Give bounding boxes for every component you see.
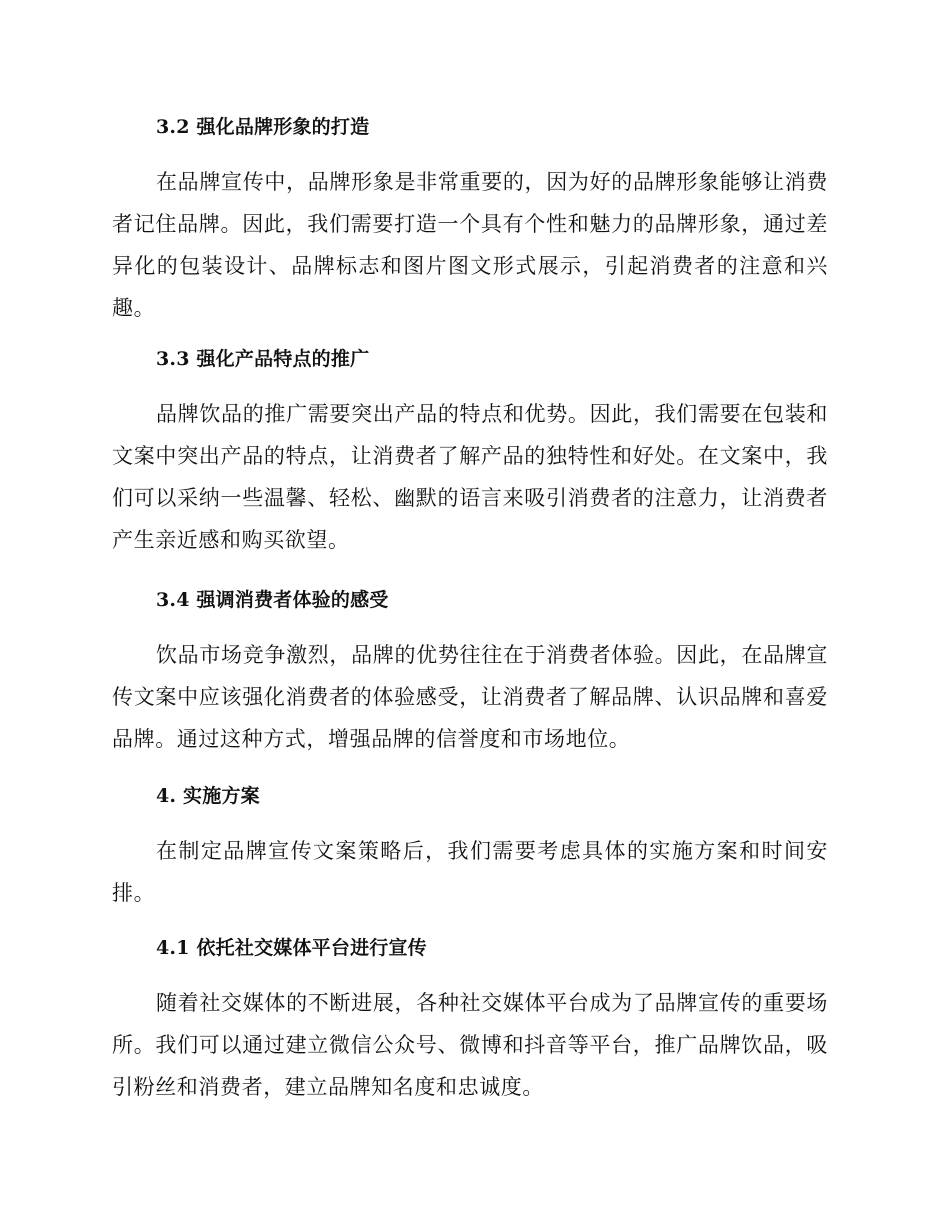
section-3-2 <box>112 114 828 329</box>
section-heading: 3.4 强调消费者体验的感受 <box>156 589 389 611</box>
section-paragraph: 饮品市场竞争激烈，品牌的优势往往在于消费者体验。因此，在品牌宣传文案中应该强化消费者的体验感受，让消费者了解品牌、认识品牌和喜爱品牌。通过这种方式，增强品牌的信誉度和市场地位。 <box>112 643 828 751</box>
section-4-1 <box>112 935 828 1108</box>
section-paragraph: 品牌饮品的推广需要突出产品的特点和优势。因此，我们需要在包装和文案中突出产品的特点，让消费者了解产品的独特性和好处。在文案中，我们可以采纳一些温馨、轻松、幽默的语言来吸引消费者的注意力，让消费者产生亲近感和购买欲望。 <box>112 402 828 552</box>
section-3-4 <box>112 587 828 760</box>
section-4 <box>112 783 828 914</box>
section-paragraph: 在品牌宣传中，品牌形象是非常重要的，因为好的品牌形象能够让消费者记住品牌。因此，我们需要打造一个具有个性和魅力的品牌形象，通过差异化的包装设计、品牌标志和图片图文形式展示，引起消费者的注意和兴趣。 <box>112 170 828 320</box>
section-paragraph: 随着社交媒体的不断进展，各种社交媒体平台成为了品牌宣传的重要场所。我们可以通过建立微信公众号、微博和抖音等平台，推广品牌饮品，吸引粉丝和消费者，建立品牌知名度和忠诚度。 <box>112 991 828 1099</box>
section-heading: 4.1 依托社交媒体平台进行宣传 <box>156 937 427 959</box>
section-heading: 4. 实施方案 <box>156 785 260 807</box>
section-3-3 <box>112 346 828 561</box>
section-paragraph: 在制定品牌宣传文案策略后，我们需要考虑具体的实施方案和时间安排。 <box>112 839 828 905</box>
section-heading: 3.2 强化品牌形象的打造 <box>156 116 370 138</box>
section-heading: 3.3 强化产品特点的推广 <box>156 348 370 370</box>
